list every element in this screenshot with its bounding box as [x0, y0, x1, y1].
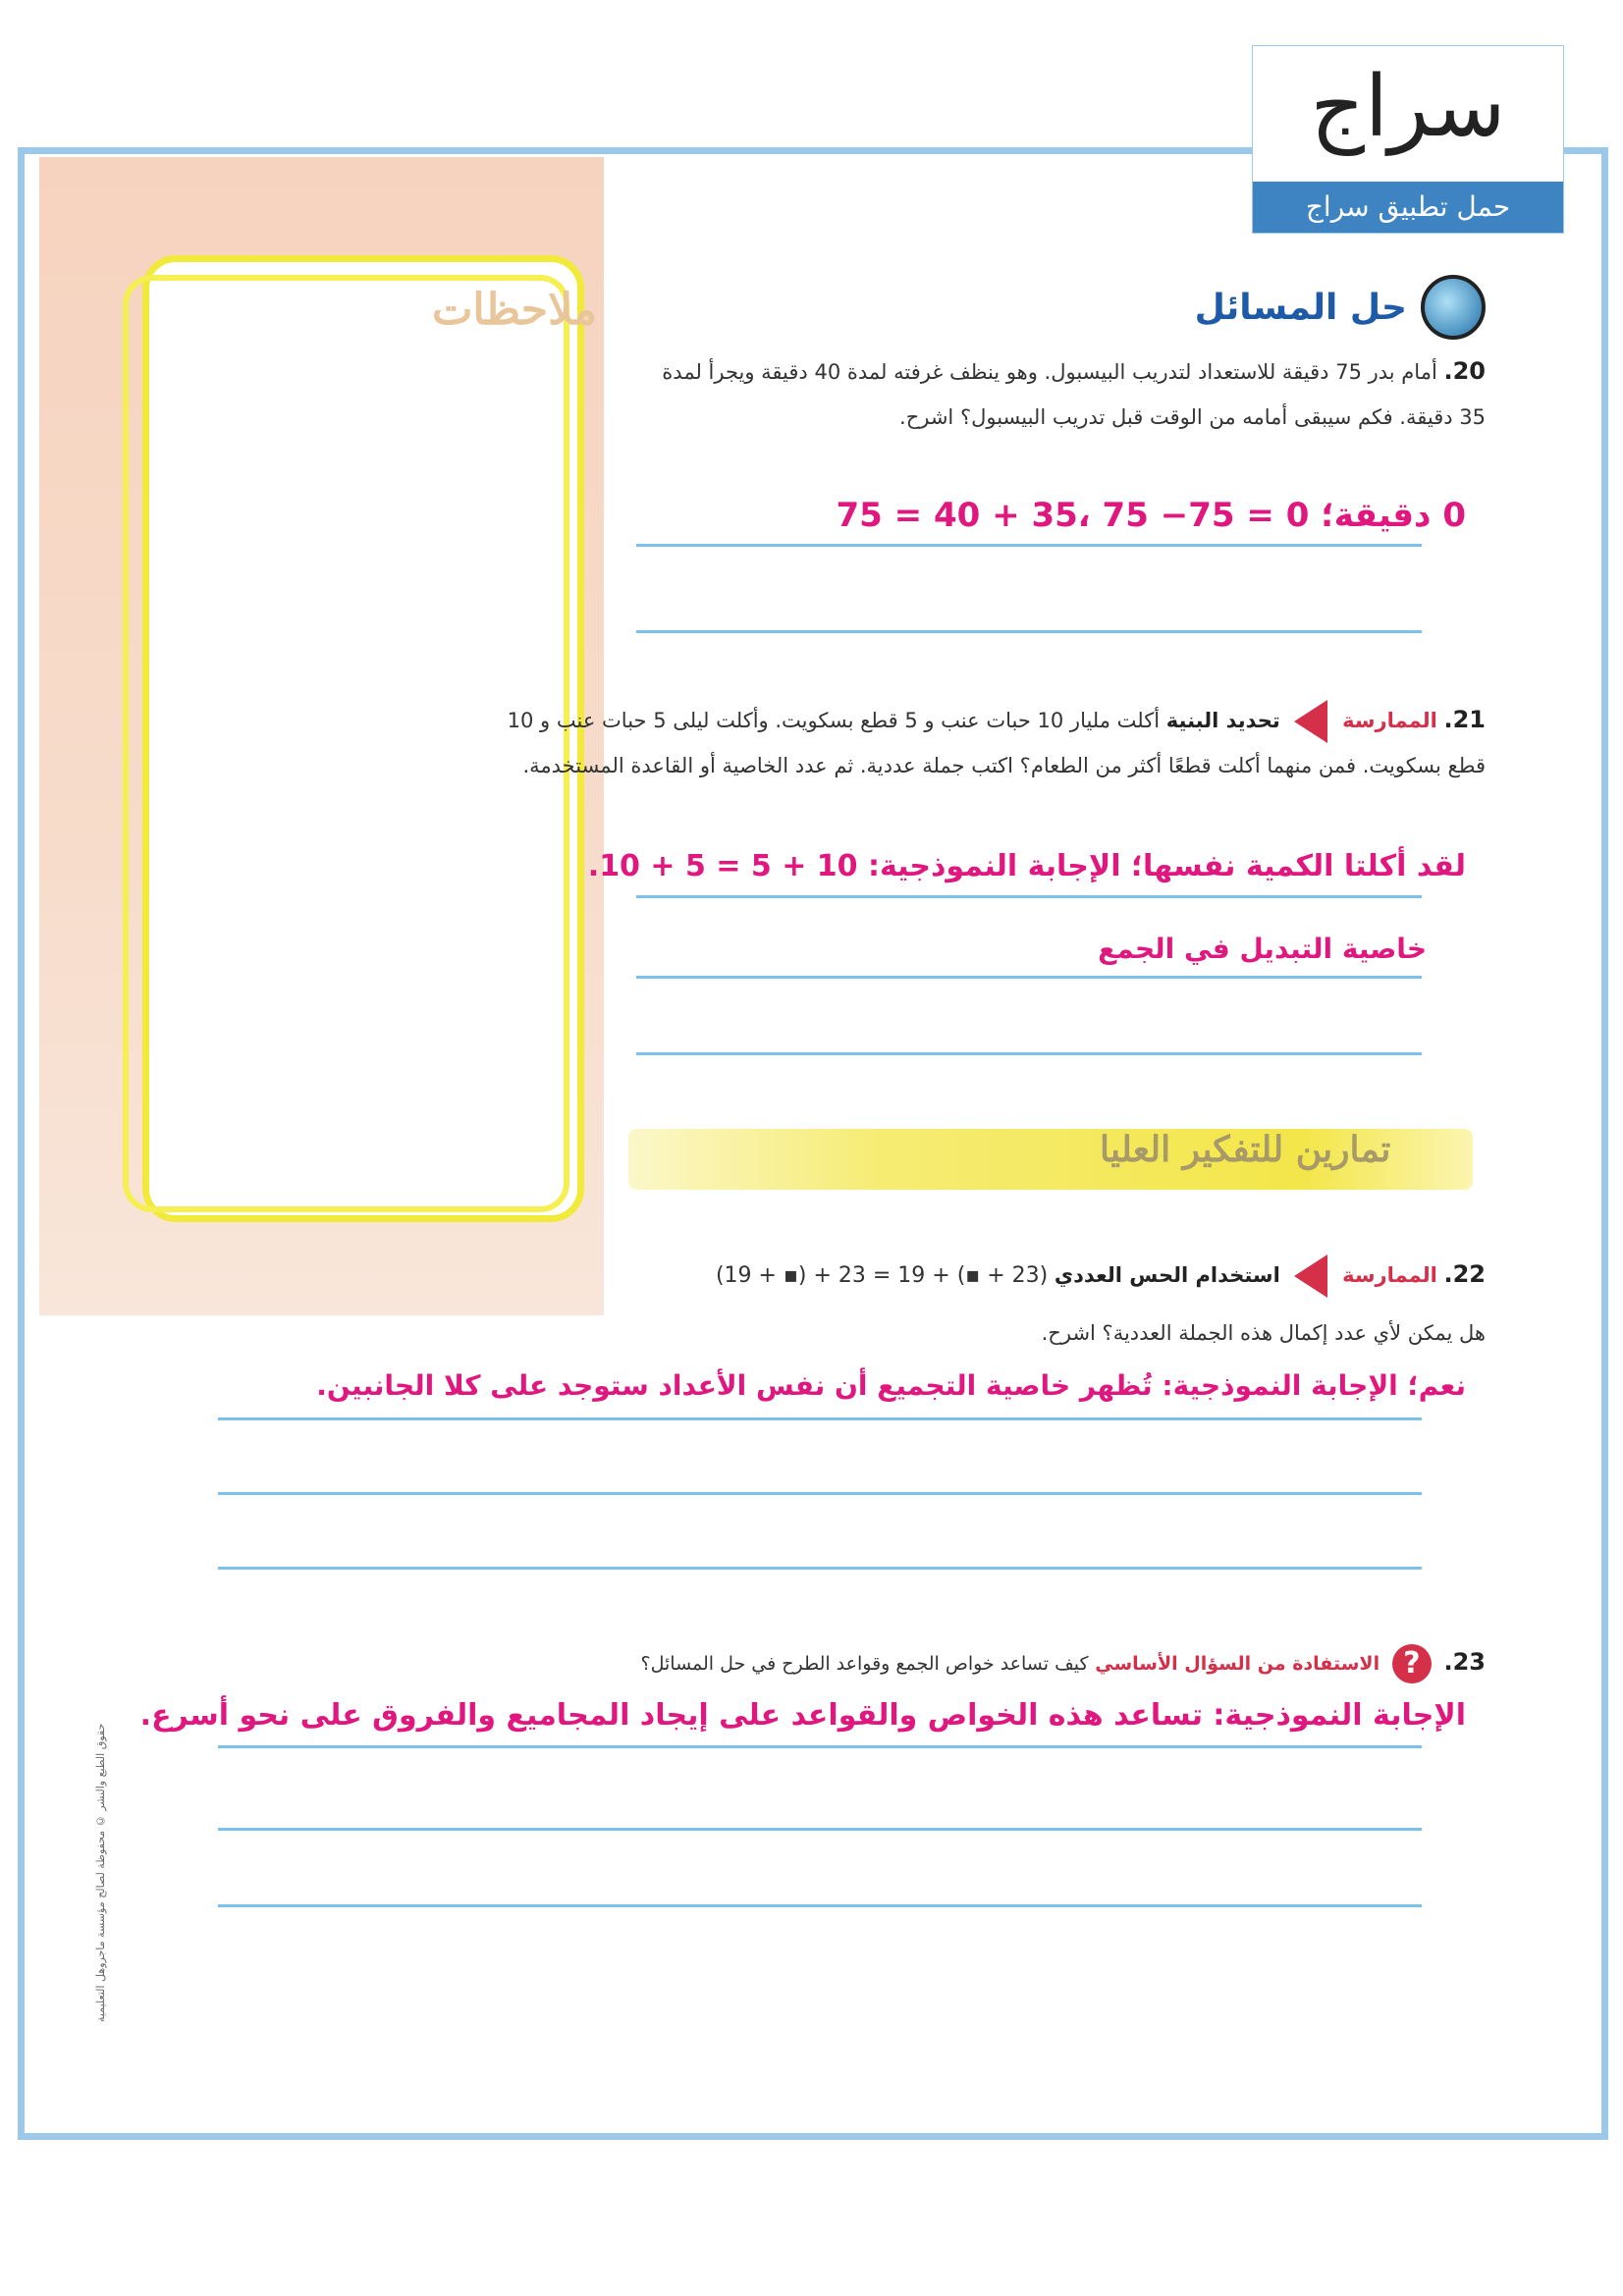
- q20-answer: 0 دقيقة؛ 0 = 75− 75 ،35 + 40 = 75: [836, 496, 1466, 535]
- answer-line: [218, 1567, 1422, 1570]
- q23-label: الاستفادة من السؤال الأساسي: [1095, 1653, 1380, 1675]
- question-21: [504, 697, 1486, 788]
- copyright-note: حقوق الطبع والنشر © محفوظة لصالح مؤسسة ماجروهل التعليمية: [94, 1723, 107, 2022]
- question-23: [307, 1639, 1486, 1686]
- q22-text: هل يمكن لأي عدد إكمال هذه الجملة العددية؟ اشرح.: [1041, 1321, 1486, 1345]
- q22-skill: استخدام الحس العددي: [1054, 1263, 1280, 1287]
- q21-answer-2: خاصية التبديل في الجمع: [1098, 933, 1427, 965]
- answer-line: [636, 895, 1422, 898]
- q20-text: أمام بدر 75 دقيقة للاستعداد لتدريب البيسبول. وهو ينظف غرفته لمدة 40 دقيقة ويجرأ لمدة 35 دقيقة. فكم سيبقى أمامه من الوقت قبل تدريب البيسبول؟ اشرح.: [662, 360, 1486, 429]
- q21-text: أكلت مليار 10 حبات عنب و 5 قطع بسكويت. وأكلت ليلى 5 حبات عنب و 10 قطع بسكويت. فمن منهما أكلت قطعًا أكثر من الطعام؟ اكتب جملة عددية. ثم عدد الخاصية أو القاعدة المستخدمة.: [507, 709, 1486, 777]
- q22-answer: نعم؛ الإجابة النموذجية: تُظهر خاصية التجميع أن نفس الأعداد ستوجد على كلا الجانبين.: [316, 1369, 1466, 1402]
- answer-line: [218, 1492, 1422, 1495]
- q20-number: 20.: [1443, 357, 1486, 385]
- q23-answer: الإجابة النموذجية: تساعد هذه الخواص والقواعد على إيجاد المجاميع والفروق على نحو أسرع.: [139, 1698, 1466, 1733]
- answer-line: [218, 1828, 1422, 1831]
- review-title: تمارين للتفكير العليا: [1100, 1129, 1391, 1170]
- q21-skill: تحديد البنية: [1165, 709, 1280, 732]
- section-title: حل المسائل: [1194, 287, 1407, 328]
- answer-line: [218, 1904, 1422, 1907]
- notes-title: ملاحظات: [432, 285, 597, 335]
- question-22: [406, 1252, 1486, 1299]
- practice-arrow-icon: [1294, 700, 1327, 743]
- answer-line: [636, 630, 1422, 633]
- q21-answer-1: لقد أكلتا الكمية نفسها؛ الإجابة النموذجية: 10 + 5 = 5 + 10.: [587, 849, 1466, 883]
- q21-number: 21.: [1443, 706, 1486, 733]
- answer-line: [218, 1417, 1422, 1420]
- question-20: [641, 348, 1486, 440]
- answer-line: [636, 544, 1422, 547]
- answer-line: [218, 1745, 1422, 1748]
- notes-box-outline: [123, 275, 569, 1212]
- q22-equation: (19 + ▪) + 23 = 19 + (▪ + 23): [715, 1263, 1049, 1288]
- q22-prompt: [406, 1310, 1486, 1356]
- q22-number: 22.: [1443, 1260, 1486, 1288]
- siraj-logo[interactable]: [1252, 45, 1564, 234]
- answer-line: [636, 1052, 1422, 1055]
- question-mark-icon: ?: [1392, 1644, 1432, 1683]
- q23-text: كيف تساعد خواص الجمع وقواعد الطرح في حل المسائل؟: [640, 1653, 1089, 1675]
- q23-number: 23.: [1443, 1648, 1486, 1676]
- answer-line: [636, 976, 1422, 979]
- practice-arrow-icon: [1294, 1255, 1327, 1298]
- q21-label: الممارسة: [1342, 709, 1437, 732]
- q22-label: الممارسة: [1342, 1263, 1437, 1287]
- logo-tagline: حمل تطبيق سراج: [1253, 182, 1563, 233]
- globe-icon: [1421, 275, 1486, 340]
- logo-word: سراج: [1310, 58, 1506, 156]
- section-header: [1195, 275, 1486, 340]
